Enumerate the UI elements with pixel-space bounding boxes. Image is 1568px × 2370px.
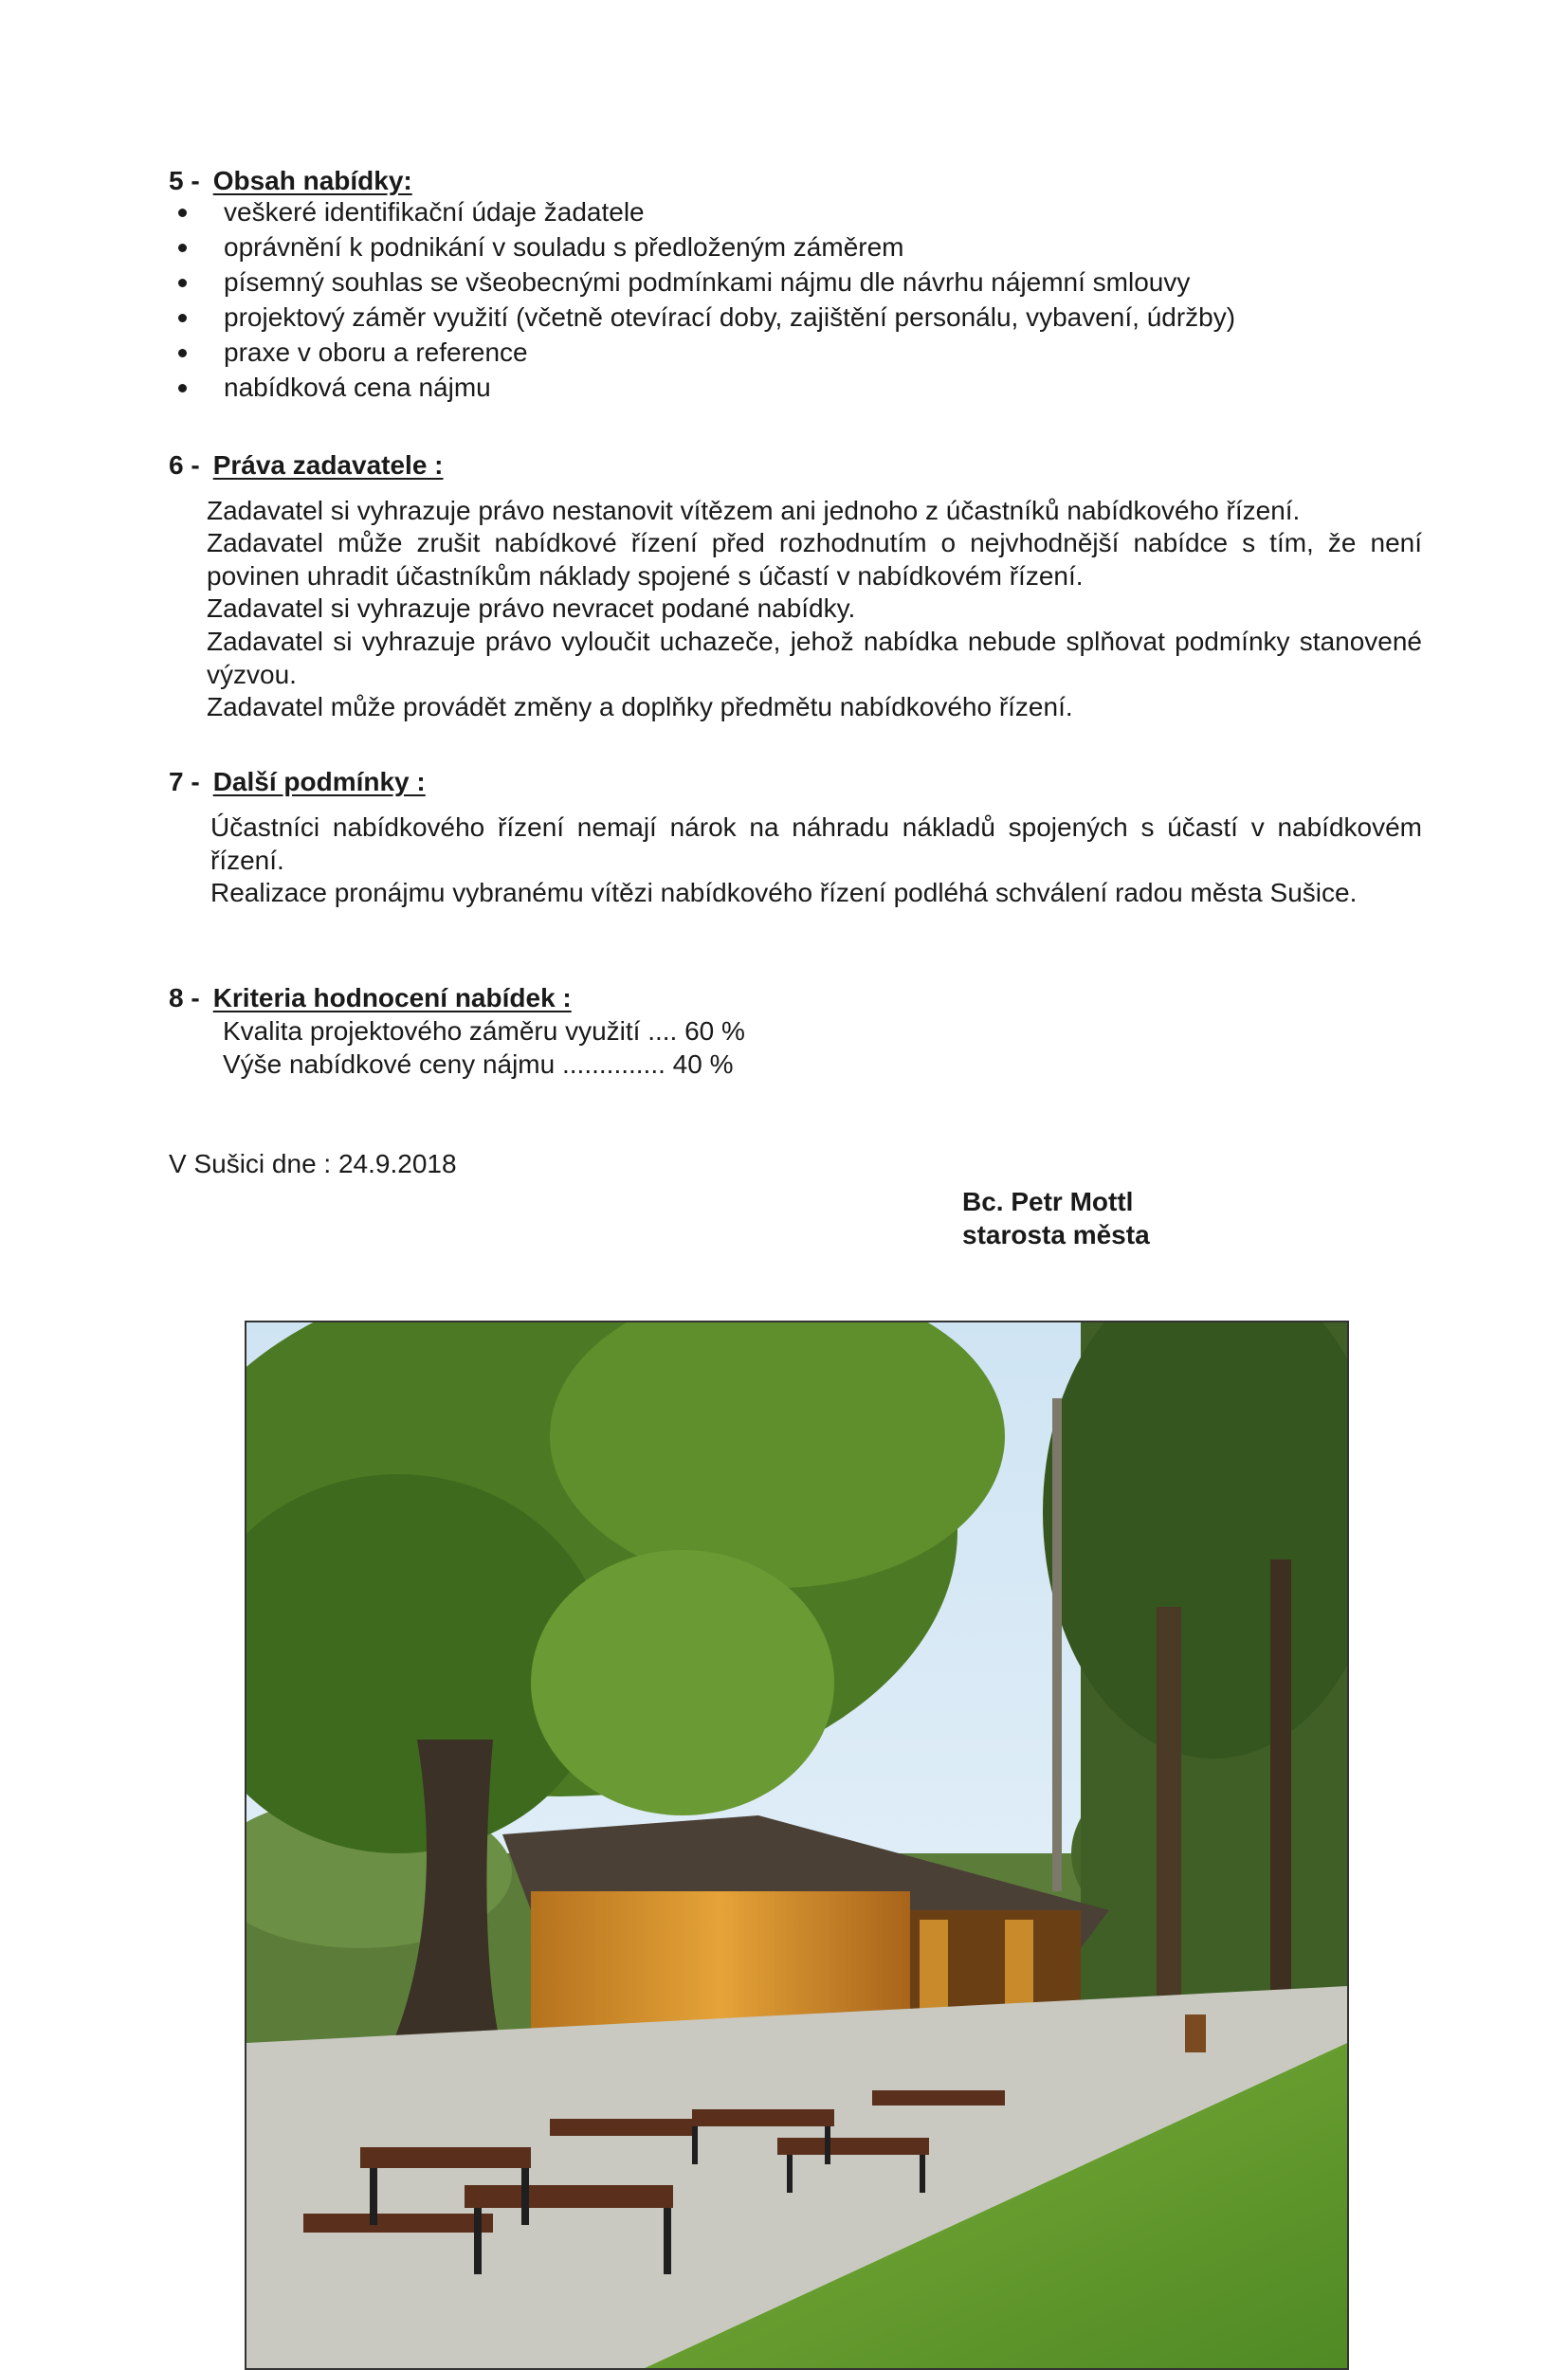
section-8-title: Kriteria hodnocení nabídek : <box>212 983 572 1012</box>
document-date: V Sušici dne : 24.9.2018 <box>169 1149 457 1178</box>
criterion-price: Výše nabídkové ceny nájmu .............. 40 % <box>223 1049 734 1079</box>
section-7-number: 7 - <box>169 767 200 796</box>
signature-block <box>962 1185 1150 1251</box>
signatory-name: Bc. Petr Mottl <box>962 1187 1134 1216</box>
section-8-number: 8 - <box>169 983 200 1012</box>
section-6-paragraph: Zadavatel může zrušit nabídkové řízení před rozhodnutím o nejvhodnější nabídce s tím, že není povinen uhradit účastníkům náklady spojené s účastí v nabídkovém řízení. <box>207 528 1422 591</box>
list-item: nabídková cena nájmu <box>171 370 1235 405</box>
section-7-title: Další podmínky : <box>212 767 426 796</box>
section-6-heading <box>169 449 444 482</box>
signatory-title: starosta města <box>962 1220 1150 1249</box>
list-item: písemný souhlas se všeobecnými podmínkami nájmu dle návrhu nájemní smlouvy <box>171 264 1235 300</box>
section-5-number: 5 - <box>169 166 200 195</box>
section-5-heading <box>169 165 412 197</box>
list-item: praxe v oboru a reference <box>171 335 1235 370</box>
section-5-title: Obsah nabídky: <box>212 166 412 195</box>
section-5-list <box>171 194 1235 405</box>
section-8-heading <box>169 982 572 1014</box>
section-6-paragraph: Zadavatel si vyhrazuje právo nestanovit vítězem ani jednoho z účastníků nabídkového řízení. <box>207 496 1301 525</box>
section-6-paragraph: Zadavatel si vyhrazuje právo nevracet podané nabídky. <box>207 593 856 623</box>
section-7-heading <box>169 766 426 798</box>
list-item: veškeré identifikační údaje žadatele <box>171 194 1235 229</box>
section-7-paragraph: Realizace pronájmu vybranému vítězi nabídkového řízení podléhá schválení radou města Sušice. <box>210 878 1358 907</box>
list-item: oprávnění k podnikání v souladu s předloženým záměrem <box>171 229 1235 264</box>
section-6-paragraph: Zadavatel si vyhrazuje právo vyloučit uchazeče, jehož nabídka nebude splňovat podmínky stanovené výzvou. <box>207 627 1422 689</box>
section-6-number: 6 - <box>169 450 200 480</box>
list-item: projektový záměr využití (včetně otevírací doby, zajištění personálu, vybavení, údržby) <box>171 300 1235 335</box>
section-7-paragraph: Účastníci nabídkového řízení nemají nárok na náhradu nákladů spojených s účastí v nabídkovém řízení. <box>210 812 1422 875</box>
section-6-title: Práva zadavatele : <box>212 450 444 480</box>
section-6-paragraph: Zadavatel může provádět změny a doplňky předmětu nabídkového řízení. <box>207 692 1073 721</box>
criterion-quality: Kvalita projektového záměru využití .... 60 % <box>223 1016 745 1046</box>
park-pavilion-photo <box>245 1321 1349 2370</box>
